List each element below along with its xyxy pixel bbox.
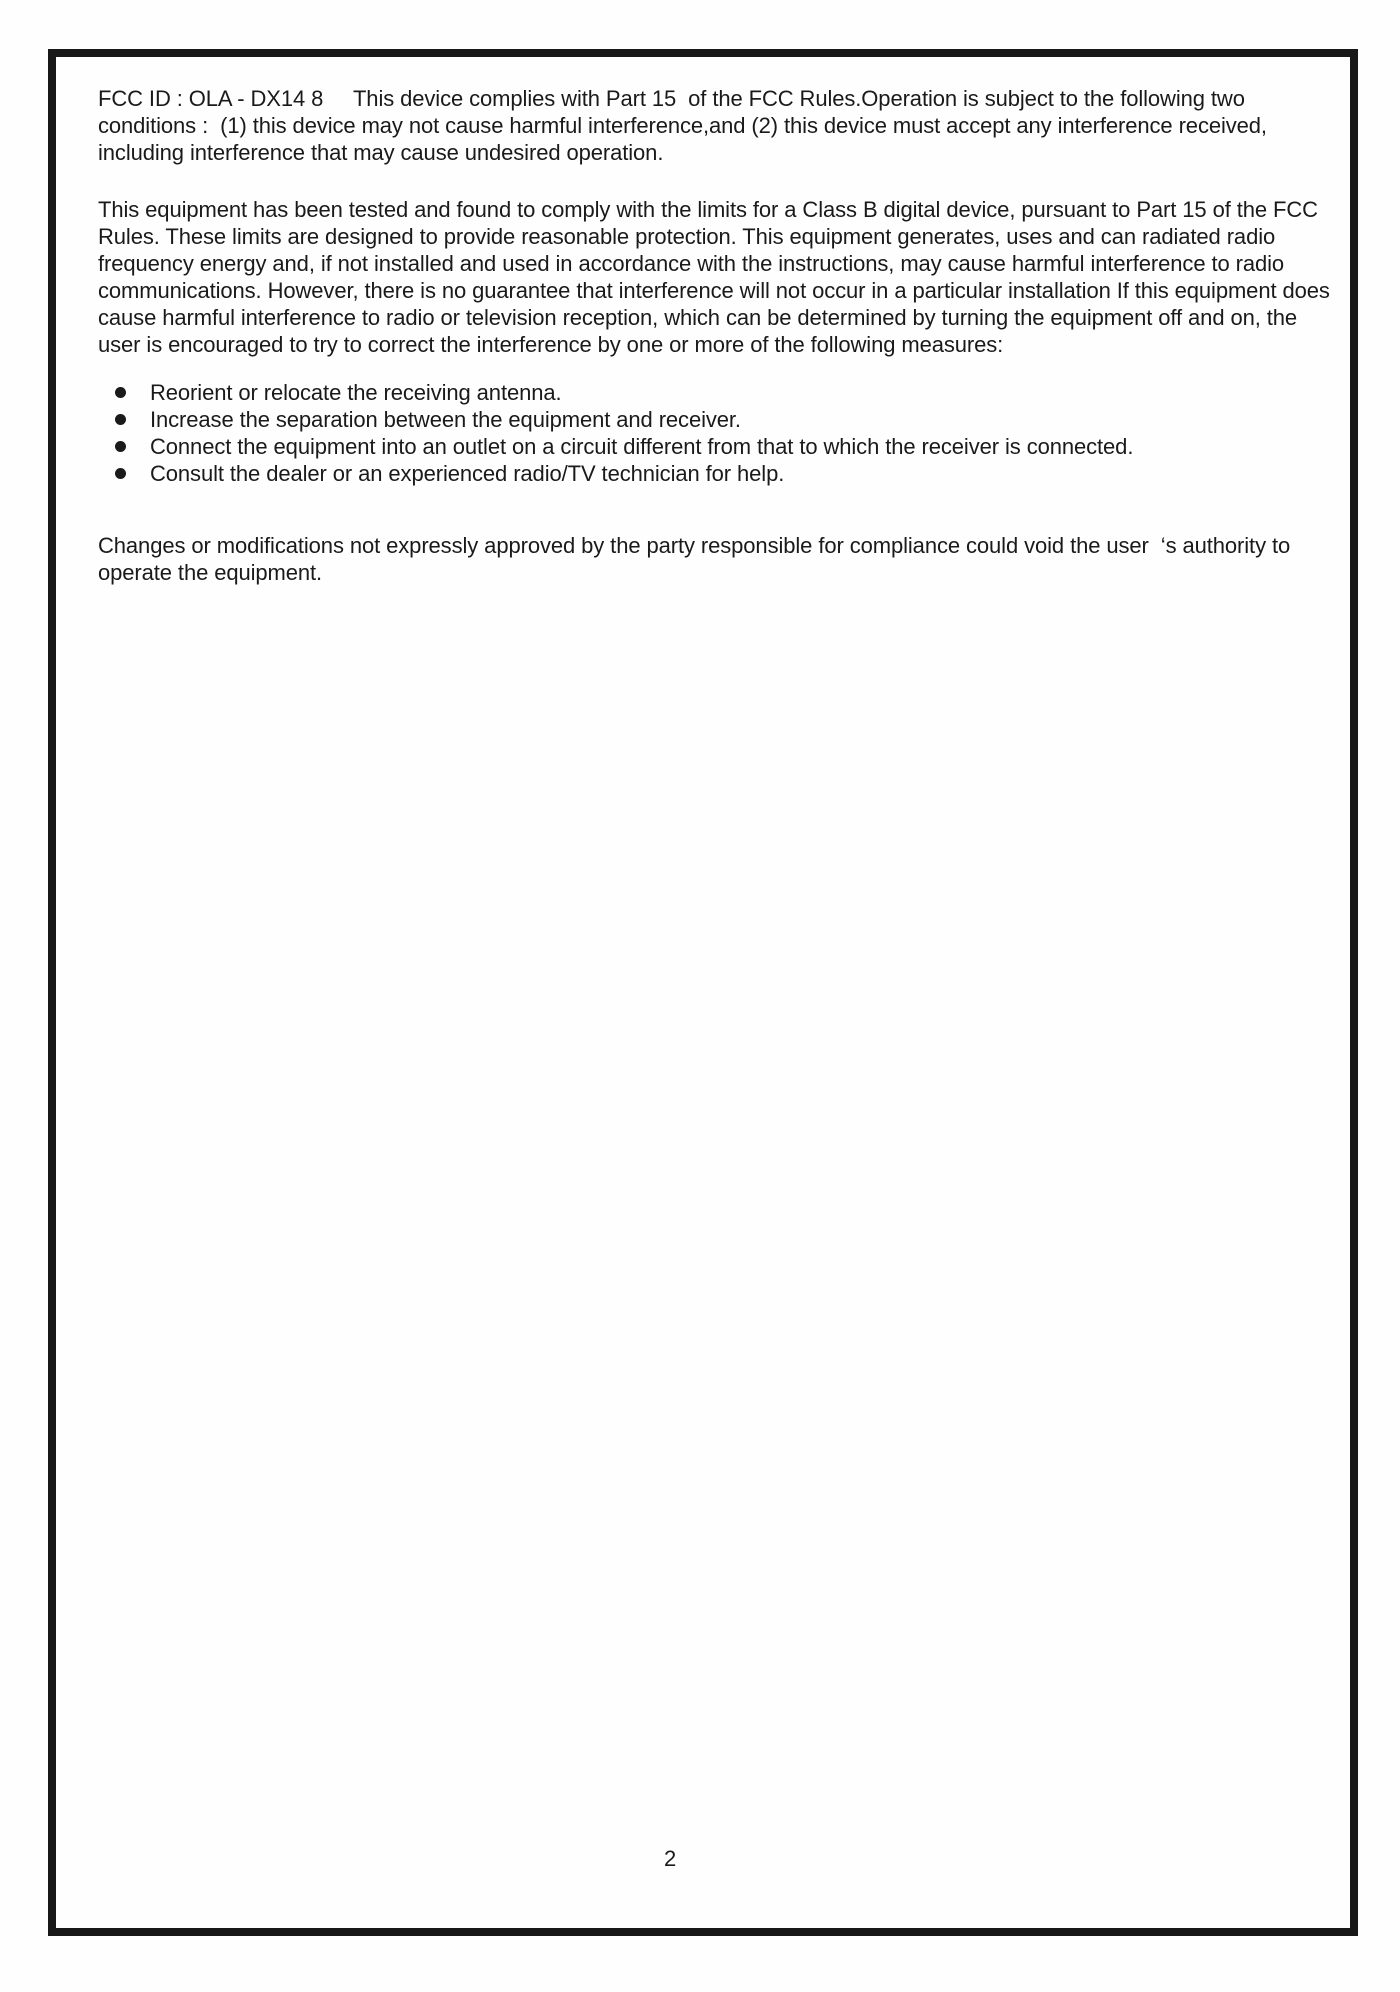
bullet-icon xyxy=(115,387,126,398)
list-item xyxy=(98,406,1330,433)
document-border-frame xyxy=(48,49,1358,1936)
interference-measures-list xyxy=(98,379,1330,487)
list-item-text: Reorient or relocate the receiving antenna. xyxy=(150,380,562,405)
fcc-id-statement-paragraph: FCC ID : OLA - DX14 8 This device complies with Part 15 of the FCC Rules.Operation is subject to the following two conditions : (1) this device may not cause harmful interference,and (2) this device must accept any interference received, including interference that may cause undesired operation. xyxy=(98,86,1279,165)
list-item xyxy=(98,379,1330,406)
bullet-icon xyxy=(115,468,126,479)
class-b-compliance-paragraph: This equipment has been tested and found to comply with the limits for a Class B digital device, pursuant to Part 15 of the FCC Rules. These limits are designed to provide reasonable protection. This equipment generates, uses and can radiated radio frequency energy and, if not installed and used in accordance with the instructions, may cause harmful interference to radio communications. However, there is no guarantee that interference will not occur in a particular installation If this equipment does cause harmful interference to radio or television reception, which can be determined by turning the equipment off and on, the user is encouraged to try to correct the interference by one or more of the following measures: xyxy=(98,197,1336,357)
document-content xyxy=(56,57,1350,586)
modifications-warning-paragraph: Changes or modifications not expressly approved by the party responsible for compliance could void the user ‘s authority to operate the equipment. xyxy=(98,533,1297,585)
list-item xyxy=(98,433,1330,460)
list-item-text: Connect the equipment into an outlet on a circuit different from that to which the receiver is connected. xyxy=(150,434,1134,459)
list-item-text: Consult the dealer or an experienced radio/TV technician for help. xyxy=(150,461,785,486)
list-item-text: Increase the separation between the equipment and receiver. xyxy=(150,407,741,432)
bullet-icon xyxy=(115,441,126,452)
bullet-icon xyxy=(115,414,126,425)
page-number: 2 xyxy=(664,1846,677,1871)
list-item xyxy=(98,460,1330,487)
